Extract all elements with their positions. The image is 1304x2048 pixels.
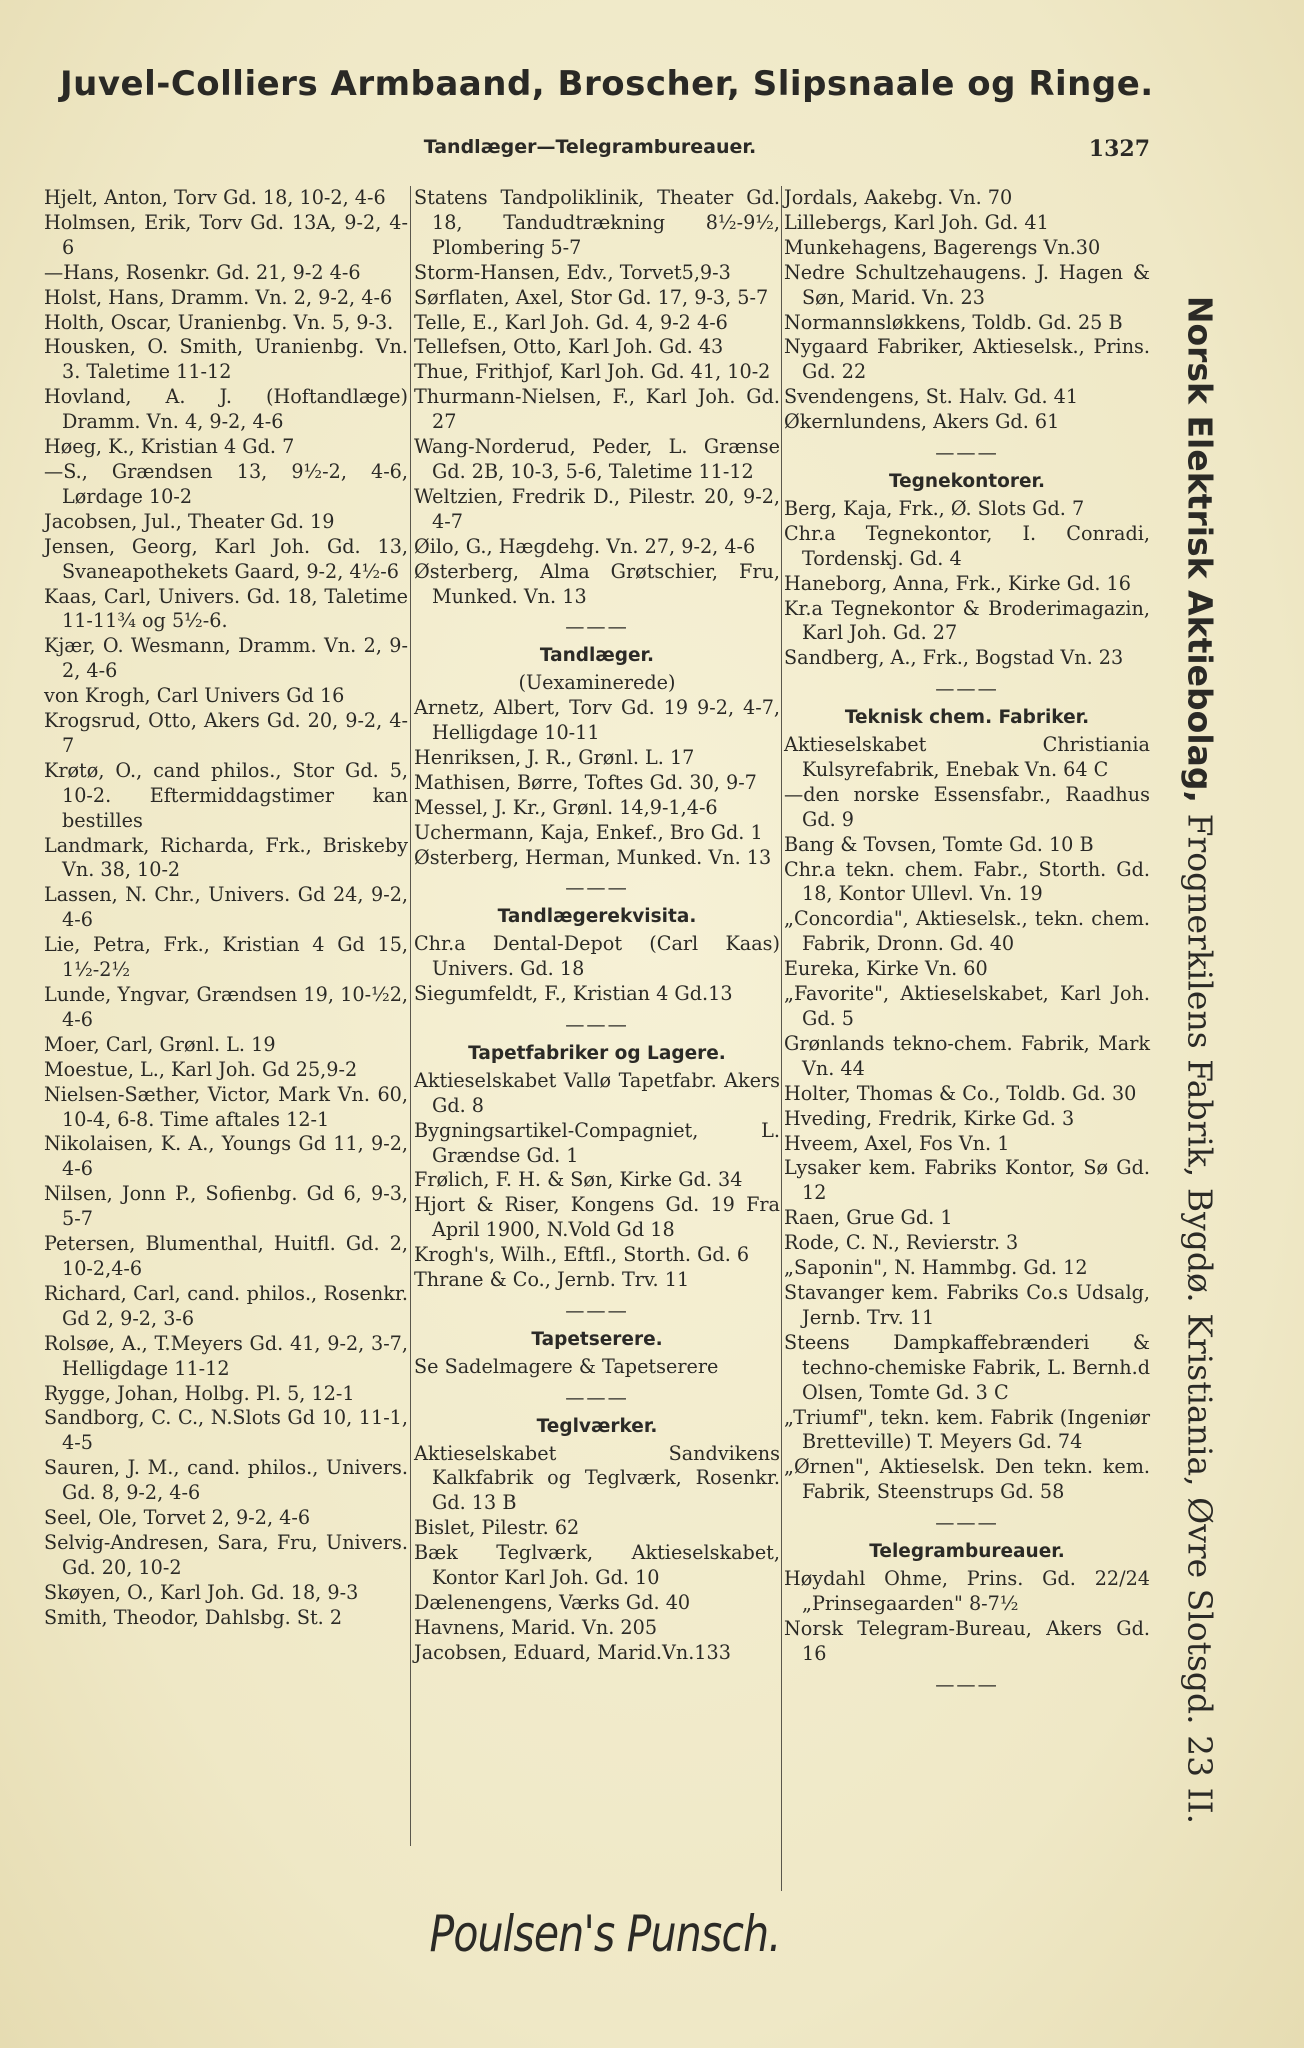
directory-entry: Hovland, A. J. (Hoftandlæge) Dramm. Vn. 4, 9-2, 4-6 [44, 385, 408, 434]
section-separator: ——— [935, 1672, 999, 1696]
directory-entry: Tellefsen, Otto, Karl Joh. Gd. 43 [414, 335, 724, 359]
directory-entry: Bygningsartikel-Compagniet, L. Grændse Gd. 1 [414, 1118, 780, 1167]
directory-entry: Thrane & Co., Jernb. Trv. 11 [414, 1268, 690, 1292]
directory-entry: Wang-Norderud, Peder, L. Grænse Gd. 2B, 10-3, 5-6, Taletime 11-12 [414, 435, 780, 483]
section-separator: ——— [565, 1013, 629, 1036]
directory-entry: Kr.a Tegnekontor & Broderimagazin, Karl Joh. Gd. 27 [784, 596, 1150, 645]
directory-entry: „Ørnen", Aktieselsk. Den tekn. kem. Fabrik, Steenstrups Gd. 58 [784, 1455, 1150, 1504]
directory-entry: Mathisen, Børre, Toftes Gd. 30, 9-7 [414, 770, 757, 794]
directory-entry: Jacobsen, Eduard, Marid.Vn.133 [414, 1640, 731, 1664]
directory-entry: Landmark, Richarda, Frk., Briskeby Vn. 38, 10-2 [44, 833, 408, 882]
section-separator: ——— [935, 441, 999, 465]
directory-entry: Sandberg, A., Frk., Bogstad Vn. 23 [784, 646, 1124, 670]
directory-entry: Rolsøe, A., T.Meyers Gd. 41, 9-2, 3-7, Helligdage 11-12 [44, 1331, 408, 1380]
directory-entry: Statens Tandpoliklinik, Theater Gd. 18, Tandudtrækning 8½-9½, Plombering 5-7 [414, 186, 780, 259]
directory-entry: Norsk Telegram-Bureau, Akers Gd. 16 [784, 1616, 1150, 1665]
column-1 [44, 186, 408, 1876]
directory-entry: Housken, O. Smith, Uranienbg. Vn. 3. Taletime 11-12 [44, 335, 408, 384]
directory-entry: Grønlands tekno-chem. Fabrik, Mark Vn. 44 [784, 1031, 1150, 1080]
directory-entry: Weltzien, Fredrik D., Pilestr. 20, 9-2, 4-7 [414, 484, 780, 533]
section-heading: Teknisk chem. Fabriker. [844, 707, 1090, 729]
side-advert [1155, 280, 1245, 1840]
directory-entry: Raen, Grue Gd. 1 [784, 1206, 953, 1230]
directory-entry: Høeg, K., Kristian 4 Gd. 7 [44, 435, 295, 459]
directory-entry: Aktieselskabet Vallø Tapetfabr. Akers Gd. 8 [414, 1068, 780, 1117]
directory-entry: Bang & Tovsen, Tomte Gd. 10 B [784, 832, 1094, 856]
directory-entry: Krogsrud, Otto, Akers Gd. 20, 9-2, 4-7 [44, 709, 408, 757]
section-separator: ——— [565, 1385, 629, 1409]
directory-entry: Kjær, O. Wesmann, Dramm. Vn. 2, 9-2, 4-6 [44, 634, 408, 683]
directory-entry: Lillebergs, Karl Joh. Gd. 41 [784, 210, 1049, 234]
directory-entry: Lie, Petra, Frk., Kristian 4 Gd 15, 1½-2½ [44, 933, 408, 982]
directory-entry: Selvig-Andresen, Sara, Fru, Univers. Gd. 20, 10-2 [44, 1530, 408, 1579]
section-heading: Teglværker. [536, 1415, 658, 1437]
directory-entry: Krøtø, O., cand philos., Stor Gd. 5, 10-2. Eftermiddagstimer kan bestilles [44, 758, 408, 832]
directory-entry: Aktieselskabet Sandvikens Kalkfabrik og Teglværk, Rosenkr. Gd. 13 B [414, 1441, 780, 1515]
directory-entry: Hveding, Fredrik, Kirke Gd. 3 [784, 1106, 1075, 1130]
directory-entry: Messel, J. Kr., Grønl. 14,9-1,4-6 [414, 795, 718, 819]
directory-entry: Høydahl Ohme, Prins. Gd. 22/24 „Prinsegaarden" 8-7½ [784, 1566, 1150, 1615]
directory-entry: Moestue, L., Karl Joh. Gd 25,9-2 [44, 1057, 358, 1081]
directory-entry: Berg, Kaja, Frk., Ø. Slots Gd. 7 [784, 496, 1085, 520]
directory-entry: Økernlundens, Akers Gd. 61 [784, 410, 1060, 434]
directory-entry: —Hans, Rosenkr. Gd. 21, 9-2 4-6 [44, 260, 361, 284]
directory-entry: Skøyen, O., Karl Joh. Gd. 18, 9-3 [44, 1580, 359, 1604]
directory-entry: von Krogh, Carl Univers Gd 16 [44, 684, 345, 708]
top-advert-banner: Juvel-Colliers Armbaand, Broscher, Slipsnaale og Ringe. [60, 64, 1154, 104]
directory-entry: Østerberg, Herman, Munked. Vn. 13 [414, 845, 772, 869]
section-heading: Telegrambureauer. [869, 1541, 1065, 1563]
directory-entry: Chr.a Tegnekontor, I. Conradi, Tordenskj. Gd. 4 [784, 521, 1150, 570]
section-separator: ——— [565, 615, 629, 639]
directory-entry: Storm-Hansen, Edv., Torvet5,9-3 [414, 260, 731, 284]
directory-entry: Sørflaten, Axel, Stor Gd. 17, 9-3, 5-7 [414, 285, 769, 309]
section-separator: ——— [935, 677, 999, 701]
directory-entry: Hveem, Axel, Fos Vn. 1 [784, 1131, 1010, 1155]
directory-entry: Krogh's, Wilh., Eftfl., Storth. Gd. 6 [414, 1243, 750, 1267]
directory-entry: Jacobsen, Jul., Theater Gd. 19 [44, 509, 335, 533]
directory-entry: Henriksen, J. R., Grønl. L. 17 [414, 745, 695, 769]
directory-entry: Smith, Theodor, Dahlsbg. St. 2 [44, 1605, 343, 1629]
section-heading: Tegnekontorer. [888, 470, 1046, 492]
section-separator: ——— [565, 1298, 629, 1322]
directory-entry: Munkehagens, Bagerengs Vn.30 [784, 235, 1101, 259]
directory-entry: Frølich, F. H. & Søn, Kirke Gd. 34 [414, 1168, 743, 1192]
directory-entry: Svendengens, St. Halv. Gd. 41 [784, 385, 1079, 409]
directory-entry: Rode, C. N., Revierstr. 3 [784, 1231, 1019, 1255]
directory-entry: Moer, Carl, Grønl. L. 19 [44, 1032, 276, 1056]
column-divider [781, 186, 782, 1891]
directory-entry: Øilo, G., Hægdehg. Vn. 27, 9-2, 4-6 [414, 534, 756, 558]
directory-entry: Thurmann-Nielsen, F., Karl Joh. Gd. 27 [414, 385, 780, 434]
running-title: Tandlæger—Telegrambureauer. [423, 136, 757, 158]
directory-entry: Haneborg, Anna, Frk., Kirke Gd. 16 [784, 571, 1131, 595]
section-heading: Tandlæger. [539, 645, 655, 667]
directory-entry: Nilsen, Jonn P., Sofienbg. Gd 6, 9-3, 5-7 [44, 1182, 408, 1231]
directory-entry: Nikolaisen, K. A., Youngs Gd 11, 9-2, 4-6 [44, 1132, 408, 1181]
directory-entry: „Triumf", tekn. kem. Fabrik (Ingeniør Bretteville) T. Meyers Gd. 74 [784, 1405, 1150, 1454]
directory-entry: Bæk Teglværk, Aktieselskabet, Kontor Karl Joh. Gd. 10 [414, 1541, 780, 1590]
column-3 [784, 186, 1150, 1866]
directory-entry: Sandborg, C. C., N.Slots Gd 10, 11-1, 4-5 [44, 1406, 408, 1455]
column-divider [410, 186, 411, 1846]
directory-entry: Eureka, Kirke Vn. 60 [784, 957, 988, 981]
directory-entry: Chr.a Dental-Depot (Carl Kaas) Univers. Gd. 18 [414, 932, 780, 981]
page-number: 1327 [1088, 136, 1150, 162]
side-advert-company: Norsk Elektrisk Aktiebolag, [1180, 295, 1220, 804]
directory-entry: Dælenengens, Værks Gd. 40 [414, 1590, 691, 1614]
directory-entry: „Concordia", Aktieselsk., tekn. chem. Fabrik, Dronn. Gd. 40 [784, 907, 1150, 956]
section-heading: Tapetserere. [531, 1328, 663, 1350]
column-2 [414, 186, 780, 1896]
directory-entry: „Saponin", N. Hammbg. Gd. 12 [784, 1256, 1088, 1280]
directory-entry: Steens Dampkaffebrænderi & techno-chemiske Fabrik, L. Bernh.d Olsen, Tomte Gd. 3 C [784, 1330, 1150, 1404]
directory-entry: Havnens, Marid. Vn. 205 [414, 1615, 658, 1639]
directory-entry: —S., Grændsen 13, 9½-2, 4-6, Lørdage 10-2 [44, 459, 408, 508]
directory-entry: Bislet, Pilestr. 62 [414, 1516, 580, 1540]
directory-entry: Jordals, Aakebg. Vn. 70 [784, 186, 1013, 209]
directory-entry: Petersen, Blumenthal, Huitfl. Gd. 2, 10-2,4-6 [44, 1232, 408, 1280]
side-advert-address: Frognerkilens Fabrik, Bygdø. Kristiania, Øvre Slotsgd. 23 II. [1180, 803, 1220, 1825]
directory-entry: Rygge, Johan, Holbg. Pl. 5, 12-1 [44, 1381, 355, 1405]
directory-entry: Nygaard Fabriker, Aktieselsk., Prins. Gd. 22 [784, 335, 1150, 384]
directory-entry: Jensen, Georg, Karl Joh. Gd. 13, Svaneapothekets Gaard, 9-2, 4½-6 [44, 534, 408, 583]
directory-entry: Telle, E., Karl Joh. Gd. 4, 9-2 4-6 [414, 310, 728, 334]
directory-entry: Hjelt, Anton, Torv Gd. 18, 10-2, 4-6 [44, 186, 386, 209]
directory-entry: Holmsen, Erik, Torv Gd. 13A, 9-2, 4-6 [44, 210, 408, 259]
directory-entry: Lysaker kem. Fabriks Kontor, Sø Gd. 12 [784, 1156, 1150, 1205]
directory-entry: Normannsløkkens, Toldb. Gd. 25 B [784, 310, 1123, 334]
directory-entry: —den norske Essensfabr., Raadhus Gd. 9 [784, 782, 1150, 831]
directory-entry: Østerberg, Alma Grøtschier, Fru, Munked. Vn. 13 [414, 559, 780, 608]
section-separator: ——— [935, 1511, 999, 1535]
section-heading: Tandlægerekvisita. [497, 906, 697, 928]
section-subheading: (Uexaminerede) [518, 671, 676, 695]
section-heading: Tapetfabriker og Lagere. [468, 1042, 726, 1064]
directory-entry: Lunde, Yngvar, Grændsen 19, 10-½2, 4-6 [44, 983, 408, 1031]
directory-entry: Lassen, N. Chr., Univers. Gd 24, 9-2, 4-6 [44, 883, 408, 932]
directory-entry: Thue, Frithjof, Karl Joh. Gd. 41, 10-2 [414, 360, 771, 384]
directory-entry: Holter, Thomas & Co., Toldb. Gd. 30 [784, 1081, 1137, 1105]
directory-entry: Uchermann, Kaja, Enkef., Bro Gd. 1 [414, 820, 763, 844]
directory-entry: Chr.a tekn. chem. Fabr., Storth. Gd. 18, Kontor Ullevl. Vn. 19 [784, 857, 1150, 906]
directory-entry: Nielsen-Sæther, Victor, Mark Vn. 60, 10-4, 6-8. Time aftales 12-1 [44, 1082, 408, 1131]
directory-entry: Arnetz, Albert, Torv Gd. 19 9-2, 4-7, Helligdage 10-11 [414, 696, 780, 745]
directory-entry: Hjort & Riser, Kongens Gd. 19 Fra April 1900, N.Vold Gd 18 [414, 1193, 780, 1242]
directory-entry: Richard, Carl, cand. philos., Rosenkr. Gd 2, 9-2, 3-6 [44, 1281, 408, 1330]
directory-entry: Sauren, J. M., cand. philos., Univers. Gd. 8, 9-2, 4-6 [44, 1456, 408, 1505]
directory-entry: Aktieselskabet Christiania Kulsyrefabrik, Enebak Vn. 64 C [784, 733, 1150, 781]
directory-entry: Siegumfeldt, F., Kristian 4 Gd.13 [414, 982, 733, 1006]
directory-entry: „Favorite", Aktieselskabet, Karl Joh. Gd. 5 [784, 982, 1150, 1030]
footer-advert: Poulsen's Punsch. [429, 1905, 781, 1963]
directory-entry: Kaas, Carl, Univers. Gd. 18, Taletime 11-11¾ og 5½-6. [44, 584, 408, 633]
directory-entry: Nedre Schultzehaugens. J. Hagen & Søn, Marid. Vn. 23 [784, 260, 1150, 309]
directory-entry: Se Sadelmagere & Tapetserere [414, 1354, 719, 1378]
directory-entry: Holst, Hans, Dramm. Vn. 2, 9-2, 4-6 [44, 285, 393, 309]
section-separator: ——— [565, 876, 629, 900]
directory-entry: Stavanger kem. Fabriks Co.s Udsalg, Jernb. Trv. 11 [784, 1280, 1150, 1329]
directory-entry: Holth, Oscar, Uranienbg. Vn. 5, 9-3. [44, 310, 394, 334]
directory-entry: Seel, Ole, Torvet 2, 9-2, 4-6 [44, 1506, 311, 1530]
